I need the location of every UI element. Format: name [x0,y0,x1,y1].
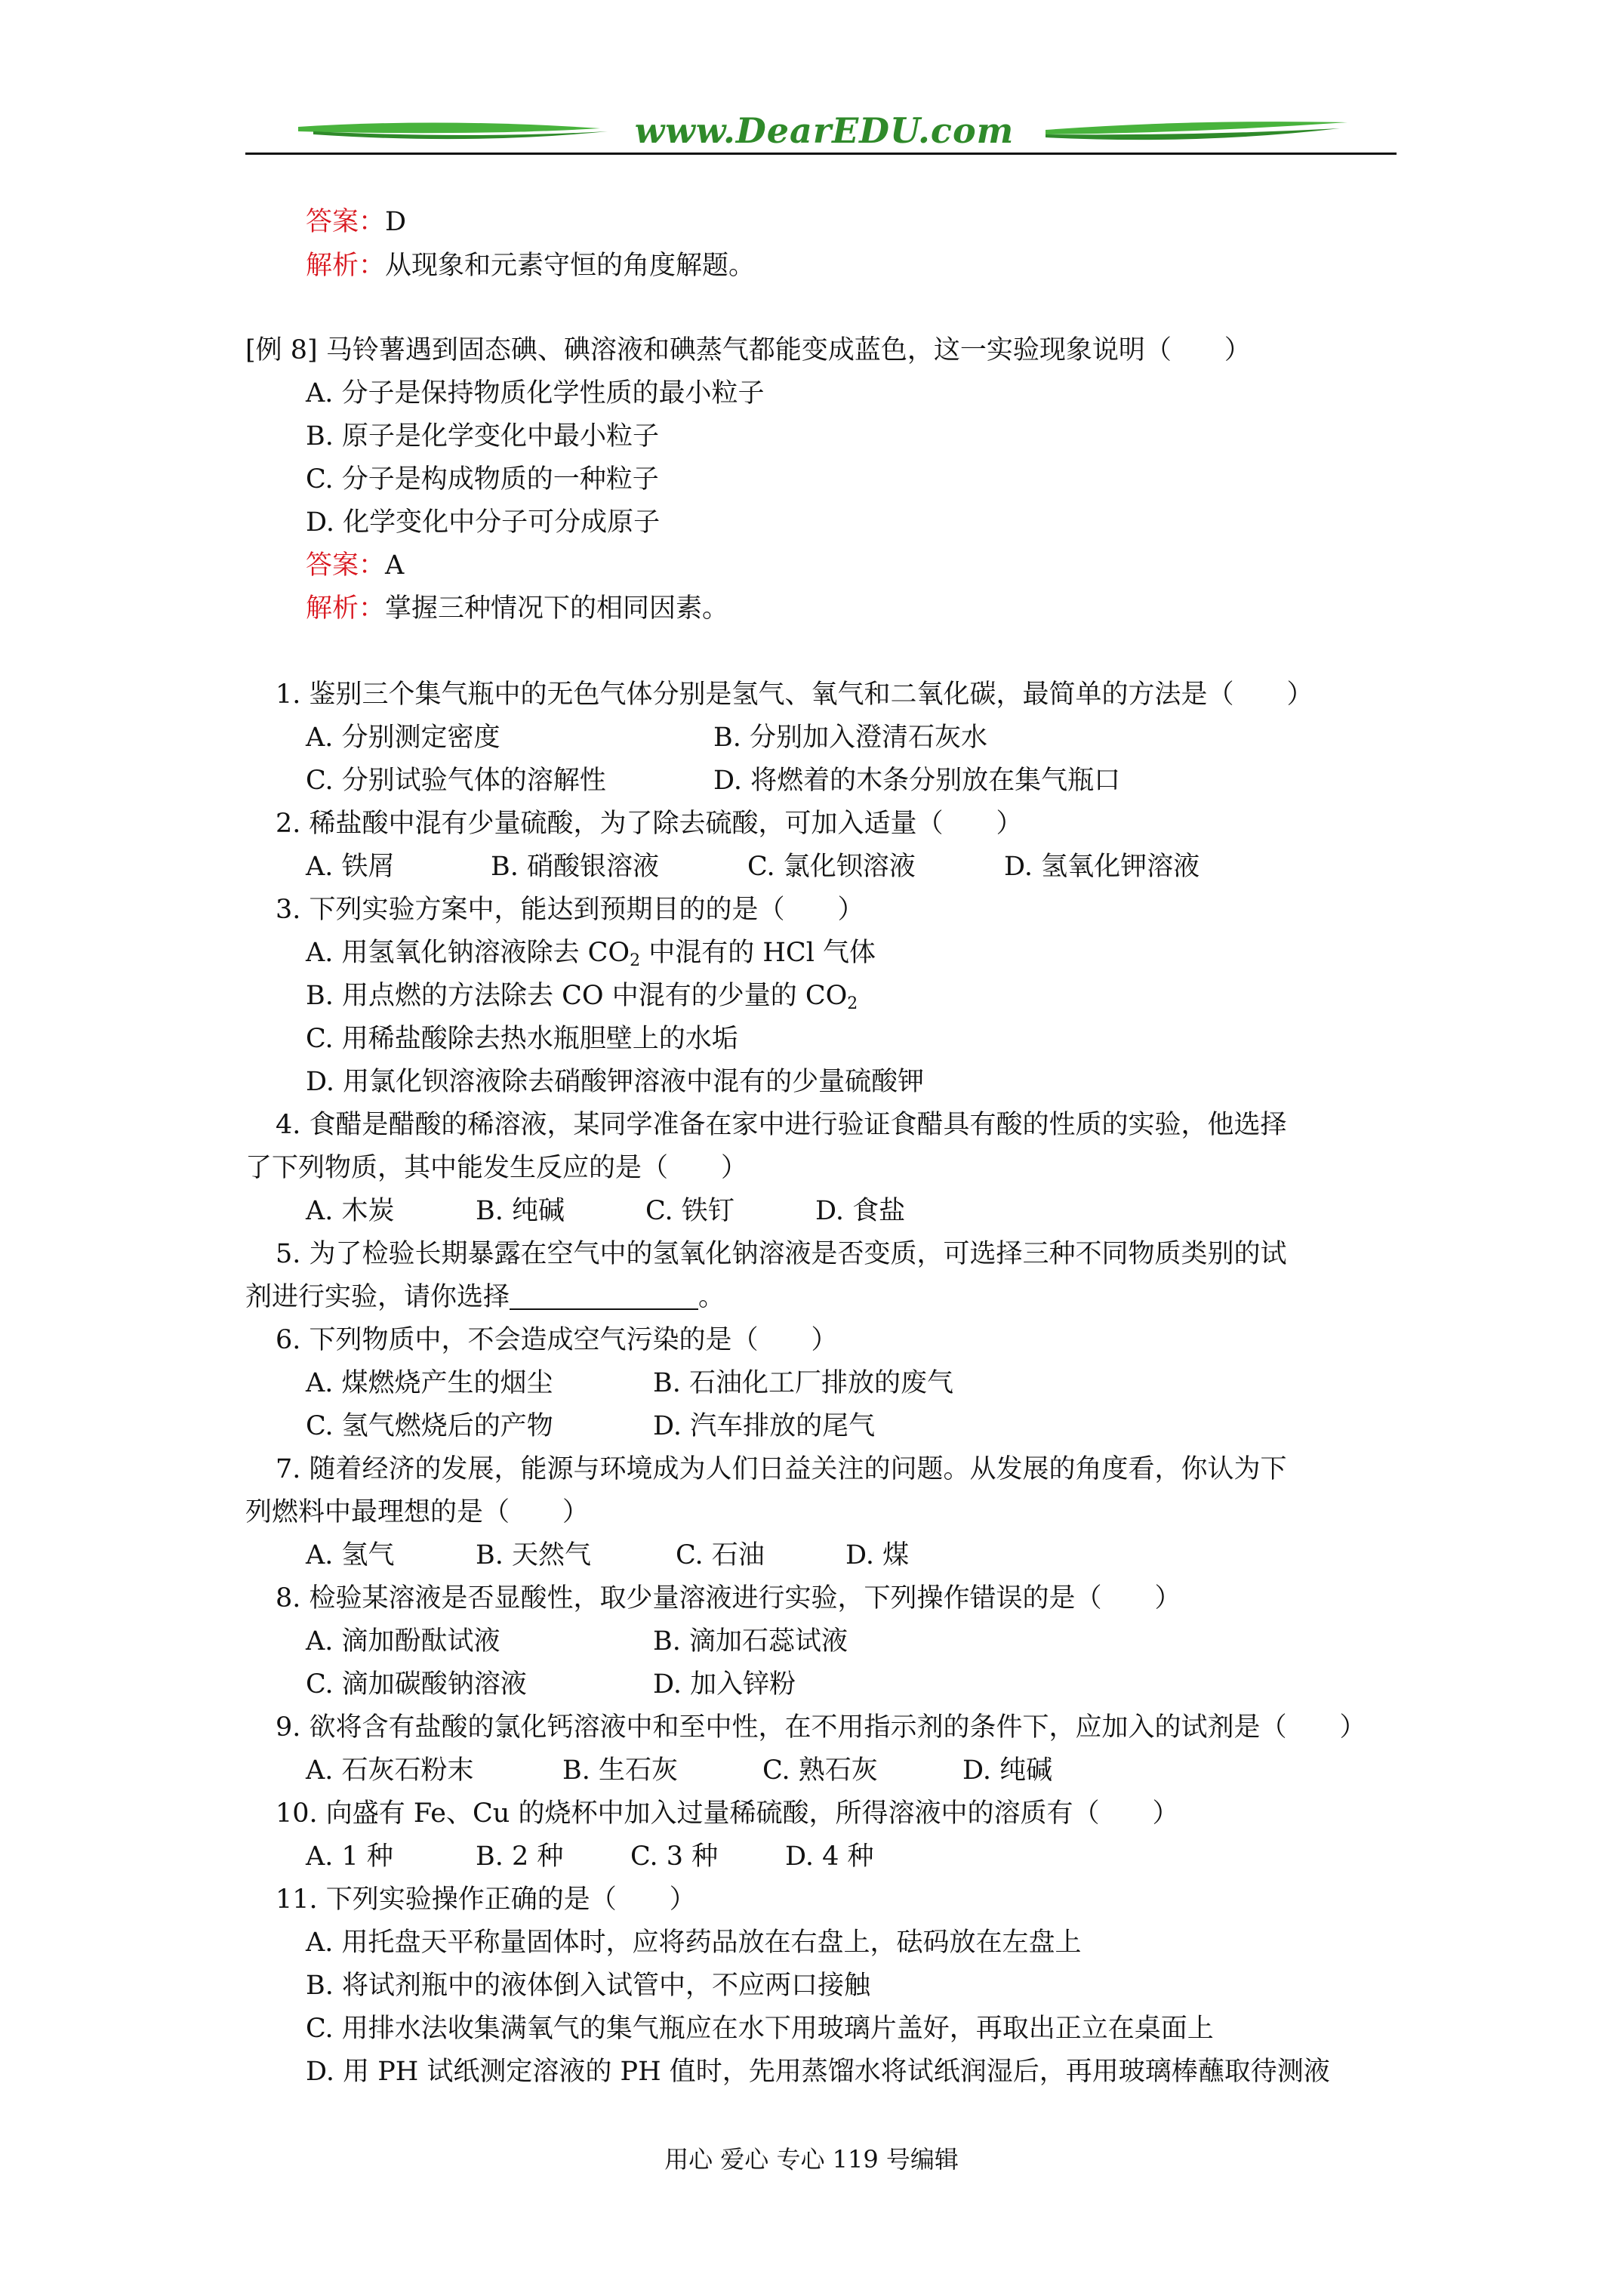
answer-value: D [385,207,407,237]
q4-option-a: A. 木炭 [306,1196,395,1226]
q10-option-a: A. 1 种 [306,1841,393,1872]
header-rule [245,153,1397,155]
q3-option-a-subscript: 2 [630,951,641,970]
q5-answer-blank[interactable] [510,1283,698,1310]
q8-stem: 8. 检验某溶液是否显酸性，取少量溶液进行实验，下列操作错误的是（ ） [276,1583,1181,1613]
example8-option-d: D. 化学变化中分子可分成原子 [306,507,661,538]
header-logo-text: www.DearEDU.com [634,110,1015,151]
q1-option-b: B. 分别加入澄清石灰水 [713,723,987,753]
q10-option-d: D. 4 种 [785,1841,874,1872]
q7-options-row [306,1537,910,1573]
q3-option-b-text: B. 用点燃的方法除去 CO 中混有的少量的 CO [306,981,848,1011]
prev-analysis-line [306,248,755,284]
q8-option-c: C. 滴加碳酸钠溶液 [306,1669,527,1700]
q6-option-c: C. 氢气燃烧后的产物 [306,1411,553,1441]
q3-option-a-text-end: 中混有的 HCl 气体 [640,938,876,968]
q5-stem-text: 剂进行实验，请你选择 [245,1282,510,1312]
example8-stem: [例 8] 马铃薯遇到固态碘、碘溶液和碘蒸气都能变成蓝色，这一实验现象说明（ ） [245,335,1251,365]
q1-stem: 1. 鉴别三个集气瓶中的无色气体分别是氢气、氧气和二氧化碳，最简单的方法是（ ） [276,680,1313,710]
q10-options-row [306,1838,874,1875]
q5-stem-end: 。 [698,1282,725,1312]
q6-option-d: D. 汽车排放的尾气 [653,1411,876,1441]
q8-options-row1 [306,1623,848,1660]
q11-option-d: D. 用 PH 试纸测定溶液的 PH 值时，先用蒸馏水将试纸润湿后，再用玻璃棒蘸取待测液 [306,2057,1330,2087]
q11-stem: 11. 下列实验操作正确的是（ ） [276,1885,696,1915]
q2-option-a: A. 铁屑 [306,852,395,882]
q6-option-b: B. 石油化工厂排放的废气 [653,1368,953,1398]
q11-option-c: C. 用排水法收集满氧气的集气瓶应在水下用玻璃片盖好，再取出正立在桌面上 [306,2014,1214,2044]
q8-options-row2 [306,1666,796,1703]
analysis-label: 解析： [306,593,386,624]
analysis-text: 从现象和元素守恒的角度解题。 [385,251,756,281]
q4-options-row [306,1193,906,1229]
q10-option-b: B. 2 种 [476,1841,564,1872]
q3-option-b-subscript: 2 [847,994,858,1013]
q2-stem: 2. 稀盐酸中混有少量硫酸，为了除去硫酸，可加入适量（ ） [276,809,1023,839]
q3-stem: 3. 下列实验方案中，能达到预期目的的是（ ） [276,895,864,925]
q8-option-a: A. 滴加酚酞试液 [306,1626,500,1657]
q7-option-b: B. 天然气 [476,1540,591,1570]
q2-option-c: C. 氯化钡溶液 [747,852,916,882]
q11-option-a: A. 用托盘天平称量固体时，应将药品放在右盘上，砝码放在左盘上 [306,1928,1082,1958]
answer-value: A [385,550,405,581]
q5-stem-line1: 5. 为了检验长期暴露在空气中的氢氧化钠溶液是否变质，可选择三种不同物质类别的试 [276,1239,1287,1269]
q10-stem: 10. 向盛有 Fe、Cu 的烧杯中加入过量稀硫酸，所得溶液中的溶质有（ ） [276,1798,1179,1829]
example8-answer-line [306,547,404,584]
example8-option-b: B. 原子是化学变化中最小粒子 [306,421,659,451]
q3-option-a-text: A. 用氢氧化钠溶液除去 CO [306,938,630,968]
q7-stem-line2: 列燃料中最理想的是（ ） [245,1497,590,1527]
q2-options-row [306,849,1200,885]
q3-option-b [306,978,858,1014]
q9-option-a: A. 石灰石粉末 [306,1755,474,1786]
q9-option-d: D. 纯碱 [962,1755,1053,1786]
q1-option-d: D. 将燃着的木条分别放在集气瓶口 [713,766,1121,796]
q8-option-d: D. 加入锌粉 [653,1669,796,1700]
q7-stem-line1: 7. 随着经济的发展，能源与环境成为人们日益关注的问题。从发展的角度看，你认为下 [276,1454,1287,1484]
q1-option-a: A. 分别测定密度 [306,723,500,753]
q6-options-row2 [306,1408,876,1444]
answer-label: 答案： [306,550,386,581]
q10-option-c: C. 3 种 [630,1841,719,1872]
q4-stem-line2: 了下列物质，其中能发生反应的是（ ） [245,1153,748,1183]
example8-option-a: A. 分子是保持物质化学性质的最小粒子 [306,378,765,408]
q4-option-c: C. 铁钉 [645,1196,735,1226]
q11-option-b: B. 将试剂瓶中的液体倒入试管中，不应两口接触 [306,1971,870,2001]
q1-option-c: C. 分别试验气体的溶解性 [306,766,606,796]
q1-options-row2 [306,763,1121,799]
example8-option-c: C. 分子是构成物质的一种粒子 [306,464,659,495]
example8-analysis-line [306,590,728,627]
q6-options-row1 [306,1365,953,1401]
q7-option-a: A. 氢气 [306,1540,395,1570]
q4-option-b: B. 纯碱 [476,1196,565,1226]
q8-option-b: B. 滴加石蕊试液 [653,1626,848,1657]
q2-option-b: B. 硝酸银溶液 [491,852,659,882]
q3-option-d: D. 用氯化钡溶液除去硝酸钾溶液中混有的少量硫酸钾 [306,1067,925,1097]
q6-option-a: A. 煤燃烧产生的烟尘 [306,1368,553,1398]
prev-answer-line [306,204,406,240]
q5-stem-line2 [245,1279,725,1315]
q7-option-d: D. 煤 [845,1540,910,1570]
q4-option-d: D. 食盐 [815,1196,906,1226]
analysis-text: 掌握三种情况下的相同因素。 [385,593,729,624]
q9-options-row [306,1752,1053,1789]
page-footer: 用心 爱心 专心 119 号编辑 [664,2145,959,2174]
q9-stem: 9. 欲将含有盐酸的氯化钙溶液中和至中性，在不用指示剂的条件下，应加入的试剂是（ ） [276,1712,1366,1743]
q1-options-row1 [306,720,987,756]
q9-option-b: B. 生石灰 [562,1755,678,1786]
q4-stem-line1: 4. 食醋是醋酸的稀溶液，某同学准备在家中进行验证食醋具有酸的性质的实验，他选择 [276,1110,1287,1140]
analysis-label: 解析： [306,251,386,281]
q3-option-a [306,935,876,971]
answer-label: 答案： [306,207,386,237]
q9-option-c: C. 熟石灰 [762,1755,878,1786]
q6-stem: 6. 下列物质中，不会造成空气污染的是（ ） [276,1325,838,1355]
q2-option-d: D. 氢氧化钾溶液 [1004,852,1200,882]
q7-option-c: C. 石油 [676,1540,765,1570]
q3-option-c: C. 用稀盐酸除去热水瓶胆壁上的水垢 [306,1024,738,1054]
